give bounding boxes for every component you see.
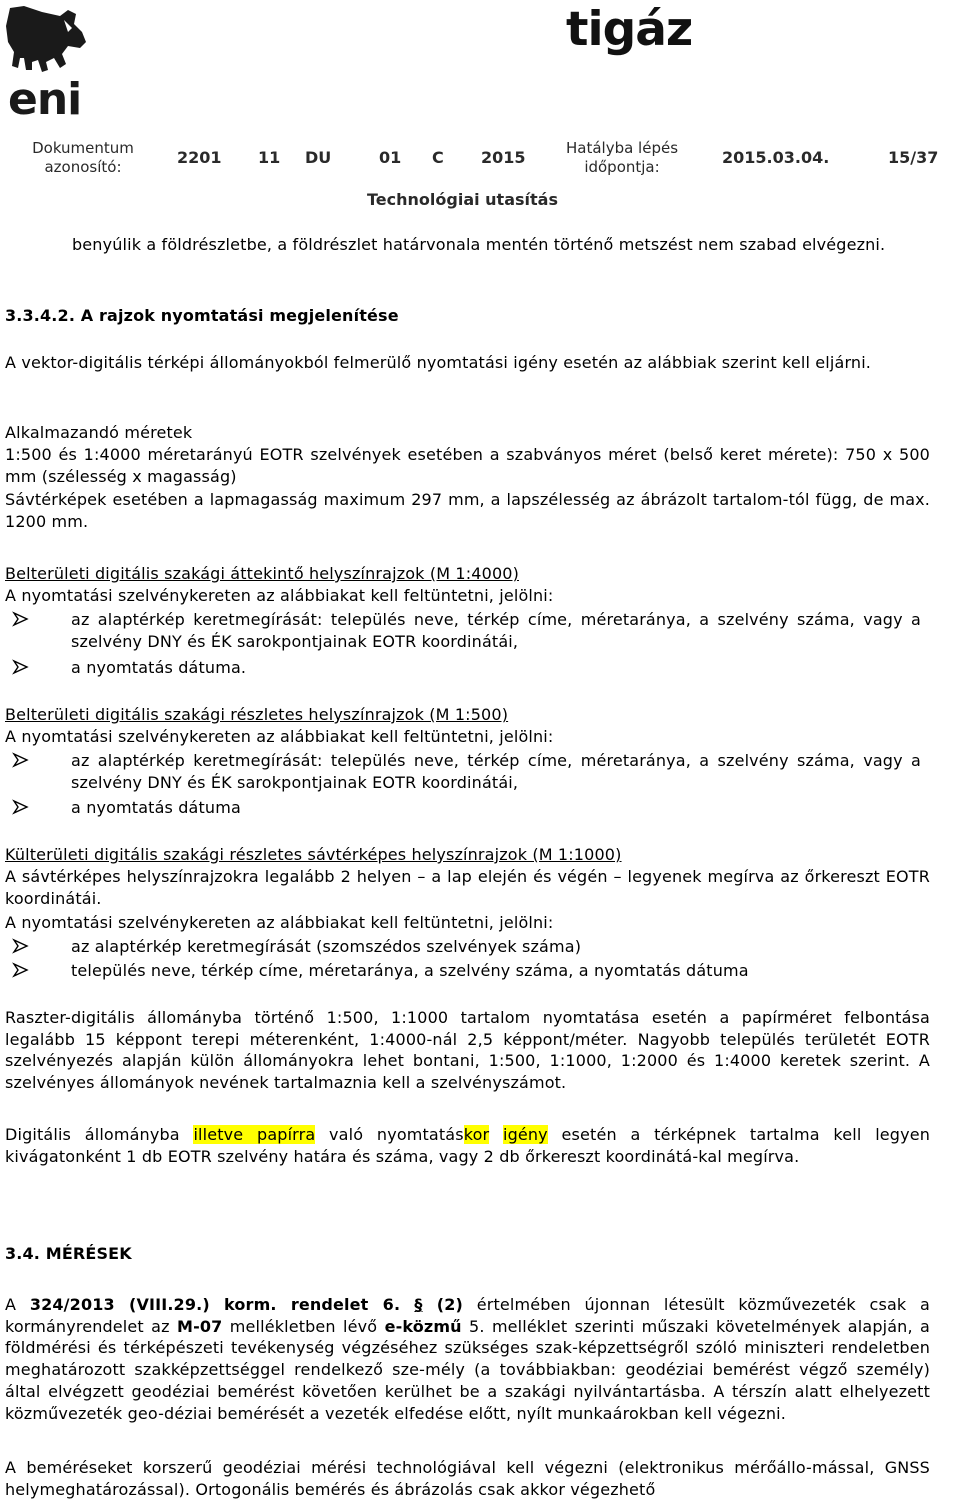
sec1-bullet-2-text: a nyomtatás dátuma. (71, 658, 247, 677)
doc-id-label: Dokumentum azonosító: (32, 139, 134, 176)
sec1-intro: A nyomtatási szelvénykereten az alábbiakat kell feltüntetni, jelölni: (5, 586, 554, 605)
sec1-bullet-1 (9, 609, 921, 652)
doc-id-part-2: 11 (258, 148, 281, 167)
sec1-title: Belterületi digitális szakági áttekintő helyszínrajzok (M 1:4000) (5, 564, 519, 583)
tigaz-logo (566, 2, 692, 57)
arrow-bullet-icon (9, 750, 33, 770)
section-heading-3342: 3.3.4.2. A rajzok nyomtatási megjelenítése (5, 306, 399, 325)
sizes-line-2: Sávtérképek esetében a lapmagasság maximum 297 mm, a lapszélesség az ábrázolt tartalom-tól függ, de max. 1200 mm. (5, 490, 930, 531)
doc-id-part-3: DU (305, 148, 332, 167)
highlight-text: kor (463, 1125, 490, 1144)
eni-logo (2, 2, 99, 120)
sizes-line-1: 1:500 és 1:4000 méretarányú EOTR szelvények esetében a szabványos méret (belső keret mérete): 750 x 500 mm (szélesség x magasság) (5, 445, 930, 486)
sec3-title: Külterületi digitális szakági részletes sávtérképes helyszínrajzok (M 1:1000) (5, 845, 622, 864)
digital-paragraph: Digitális állományba illetve papírra való nyomtatáskor igény esetén a térképnek tartalma kell legyen kivágatonként 1 db EOTR szelvény határa és száma, vagy 2 db őrkereszt koordinátá-kal megírva. (5, 1125, 930, 1166)
highlight-text: illetve papírra (193, 1125, 316, 1144)
effective-label: Hatályba lépés időpontja: (565, 139, 679, 176)
sec2-title: Belterületi digitális szakági részletes helyszínrajzok (M 1:500) (5, 705, 509, 724)
doc-id-part-1: 2201 (177, 148, 222, 167)
sec3-paragraph: A sávtérképes helyszínrajzokra legalább 2 helyen – a lap elején és végén – legyenek megírva az őrkereszt EOTR koordinátái. (5, 867, 930, 908)
page-number: 15/37 (888, 148, 939, 167)
sec1-bullet-1-text: az alaptérkép keretmegírását: település neve, térkép címe, méretaránya, a szelvény száma, vagy a szelvény DNY és ÉK sarokpontjainak EOTR koordinátái, (71, 610, 921, 651)
sec2-bullet-2 (9, 797, 921, 819)
last-paragraph: A beméréseket korszerű geodéziai mérési technológiával kell végezni (elektronikus mérőállo-mással, GNSS helymeghatározással). Ortogonális bemérés és ábrázolás csak akkor végezhető (5, 1458, 930, 1499)
doc-type: Technológiai utasítás (367, 190, 558, 209)
section-heading-34: 3.4. MÉRÉSEK (5, 1244, 132, 1263)
sec2-bullet-1-text: az alaptérkép keretmegírását: település neve, térkép címe, méretaránya, a szelvény száma, vagy a szelvény DNY és ÉK sarokpontjainak EOTR koordinátái, (71, 751, 921, 792)
vector-paragraph: A vektor-digitális térképi állományokból felmerülő nyomtatási igény esetén az alábbiak szerint kell eljárni. (5, 353, 872, 372)
tigaz-logo-text: tigáz (566, 2, 693, 57)
sec3-bullet-2-text: település neve, térkép címe, méretaránya, a szelvény száma, a nyomtatás dátuma (71, 961, 749, 980)
raster-paragraph: Raszter-digitális állományba történő 1:500, 1:1000 tartalom nyomtatása esetén a papírméret felbontása legalább 15 képpont terepi méterenként, 1:4000-nál 2,5 képpont/méter. Nagyobb település területét EOTR szelvényezés alapján külön állományokra lehet bontani, 1:500, 1:1000, 1:2000 és 1:4000 keretek szerint. A szelvényes állományok nevének tartalmaznia kell a szelvényszámot. (5, 1008, 930, 1093)
meresek-paragraph: A 324/2013 (VIII.29.) korm. rendelet 6. § (2) értelmében újonnan létesült közművezeték csak a kormányrendelet az M-07 mellékletben lévő e-közmű 5. melléklet szerinti műszaki követelmények alapján, a földmérési és térképészeti tevékenység végzéséhez szükséges szak-képzettségről szóló miniszteri rendeletben meghatározott szakképzettséggel rendelkező sze-mély (a továbbiakban: geodéziai bemérést végző személy) által elvégzett geodéziai bemérést követően kerülhet be a szakági nyilvántartásba. A térszín alatt elhelyezett közművezeték geo-déziai bemérését a vezeték elfedése előtt, nyílt munkaárokban kell végezni. (5, 1295, 930, 1423)
arrow-bullet-icon (9, 960, 33, 980)
sec3-intro: A nyomtatási szelvénykereten az alábbiakat kell feltüntetni, jelölni: (5, 913, 554, 932)
doc-id-part-4: 01 (379, 148, 402, 167)
sec1-bullet-2 (9, 657, 921, 679)
eni-logo-text: eni (8, 74, 82, 120)
doc-id-part-6: 2015 (481, 148, 526, 167)
sec3-bullet-1-text: az alaptérkép keretmegírását (szomszédos szelvények száma) (71, 937, 582, 956)
sec3-bullet-2 (9, 960, 921, 982)
arrow-bullet-icon (9, 657, 33, 677)
arrow-bullet-icon (9, 936, 33, 956)
sec2-bullet-1 (9, 750, 921, 793)
doc-id-part-5: C (432, 148, 444, 167)
intro-paragraph: benyúlik a földrészletbe, a földrészlet határvonala mentén történő metszést nem szabad elvégezni. (72, 235, 886, 254)
effective-date: 2015.03.04. (722, 148, 830, 167)
arrow-bullet-icon (9, 609, 33, 629)
sec2-intro: A nyomtatási szelvénykereten az alábbiakat kell feltüntetni, jelölni: (5, 727, 554, 746)
sec2-bullet-2-text: a nyomtatás dátuma (71, 798, 241, 817)
highlight-text: igény (503, 1125, 548, 1144)
sizes-title: Alkalmazandó méretek (5, 423, 193, 442)
sec3-bullet-1 (9, 936, 921, 958)
arrow-bullet-icon (9, 797, 33, 817)
